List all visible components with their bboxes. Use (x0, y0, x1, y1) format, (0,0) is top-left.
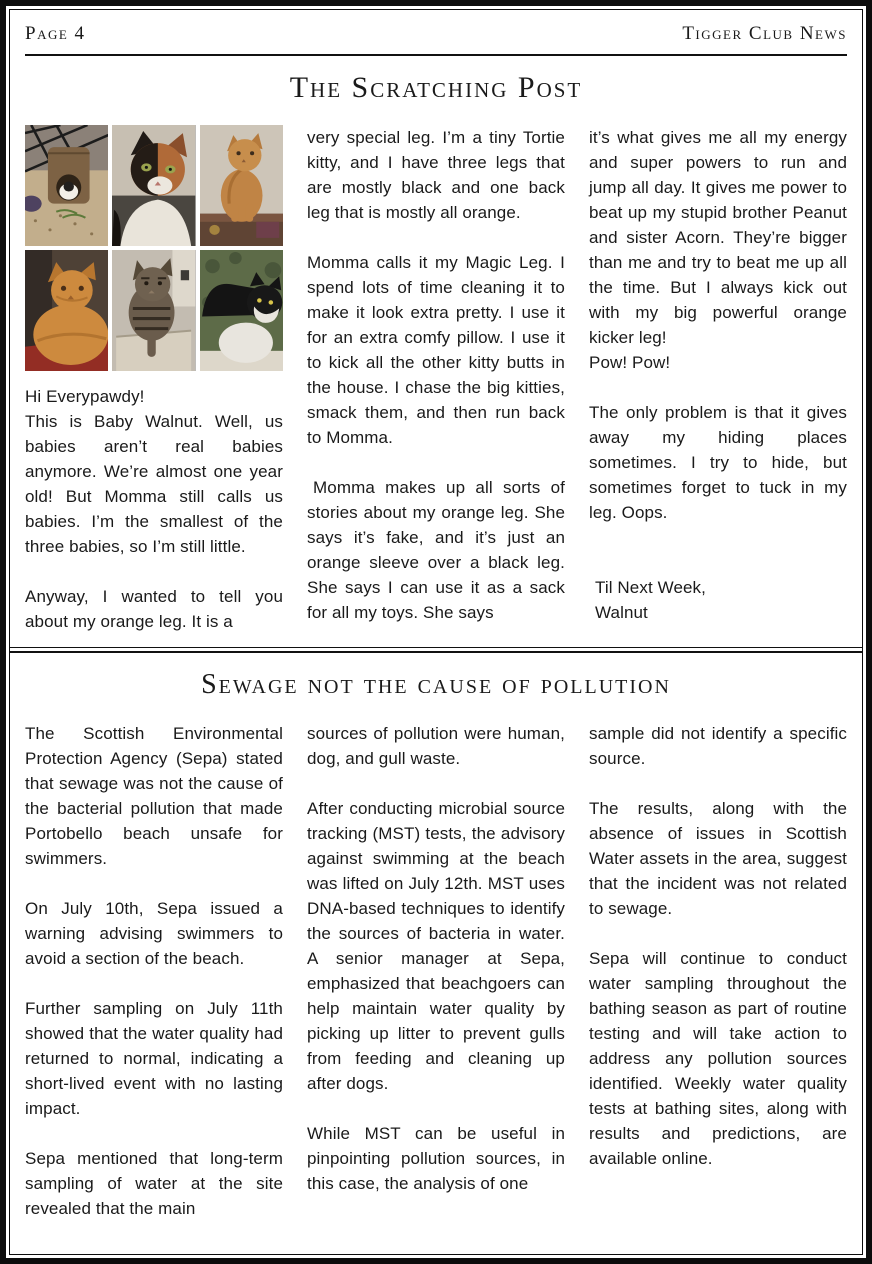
section-divider (10, 647, 862, 653)
photo-orange-cat-lying-down (25, 250, 108, 371)
article1-column-3 (589, 125, 847, 634)
photo-collage (25, 125, 283, 371)
page-header (10, 10, 862, 54)
paragraph: This is Baby Walnut. Well, us babies aren’t real babies anymore. We’re almost one year old! But Momma still calls us babies. I’m the smallest of the three babies, so I’m still little. (25, 412, 283, 556)
paragraph: The results, along with the absence of issues in Scottish Water assets in the area, suggest that the incident was not related to sewage. (589, 799, 847, 918)
signoff-name: Walnut (595, 603, 648, 622)
photo-guinea-pigs-in-cage (25, 125, 108, 246)
photo-calico-cat-face (112, 125, 195, 246)
paragraph: very special leg. I’m a tiny Tortie kitty, and I have three legs that are mostly black and one back leg that is mostly all orange. (307, 128, 565, 222)
paragraph: Further sampling on July 11th showed that the water quality had returned to normal, indicating a short-lived event with no lasting impact. (25, 999, 283, 1118)
paragraph: Hi Everypawdy! (25, 387, 145, 406)
article1-title: The Scratching Post (289, 71, 583, 104)
paragraph: Pow! Pow! (589, 353, 671, 372)
paragraph: it’s what gives me all my energy and super powers to run and jump all day. It gives me power to beat up my stupid brother Peanut and sister Acorn. They’re bigger than me and try to beat me up all the time. But I always kick out with my big powerful orange kicker leg! (589, 128, 847, 347)
paragraph: After conducting microbial source tracking (MST) tests, the advisory against swimming at the beach was lifted on July 12th. MST uses DNA-based techniques to identify the sources of bacteria in water. A senior manager at Sepa, emphasized that beachgoers can help maintain water quality by picking up litter to prevent gulls from feeding and cleaning up after dogs. (307, 799, 565, 1093)
paragraph: Anyway, I wanted to tell you about my orange leg. It is a (25, 587, 283, 631)
header-rule (25, 54, 847, 56)
article1-columns (10, 125, 862, 634)
paragraph: Momma makes up all sorts of stories about my orange leg. She says it’s fake, and it’s just an orange sleeve over a black leg. She says I can use it as a sack for all my toys. She says (307, 478, 565, 622)
signoff-line: Til Next Week, (595, 578, 706, 597)
page-number: Page 4 (25, 23, 86, 44)
paragraph: Sepa will continue to conduct water sampling throughout the bathing season as part of routine testing and will take action to address any pollution sources identified. Weekly water quality tests at bathing sites, along with results and predictions, are available online. (589, 949, 847, 1168)
paragraph: The only problem is that it gives away my hiding places sometimes. I try to hide, but sometimes forget to tuck in my leg. Oops. (589, 403, 847, 522)
paragraph: The Scottish Environmental Protection Agency (Sepa) stated that sewage was not the cause of the bacterial pollution that made Portobello beach unsafe for swimmers. (25, 724, 283, 868)
article2-column-2 (307, 721, 565, 1221)
paragraph: Momma calls it my Magic Leg. I spend lots of time cleaning it to make it look extra pretty. I use it for an extra comfy pillow. I use it to kick all the other kitty butts in the house. I chase the big kitties, smack them, and then run back to Momma. (307, 253, 565, 447)
paragraph: sources of pollution were human, dog, and gull waste. (307, 724, 565, 768)
article1-column-1 (25, 125, 283, 634)
article2-columns (10, 721, 862, 1221)
article2-column-1 (25, 721, 283, 1221)
page-inner-frame (9, 9, 863, 1255)
paragraph: On July 10th, Sepa issued a warning advising swimmers to avoid a section of the beach. (25, 899, 283, 968)
article2-title: Sewage not the cause of pollution (201, 669, 671, 700)
photo-black-and-white-cat-in-box (200, 250, 283, 371)
paragraph: Sepa mentioned that long-term sampling of water at the site revealed that the main (25, 1149, 283, 1218)
paragraph: sample did not identify a specific source. (589, 724, 847, 768)
photo-tabby-cat-on-box (112, 250, 195, 371)
article1-column-2 (307, 125, 565, 634)
article2-column-3 (589, 721, 847, 1221)
photo-orange-longhair-cat-sitting (200, 125, 283, 246)
masthead: Tigger Club News (682, 23, 847, 44)
paragraph: While MST can be useful in pinpointing pollution sources, in this case, the analysis of one (307, 1124, 565, 1193)
